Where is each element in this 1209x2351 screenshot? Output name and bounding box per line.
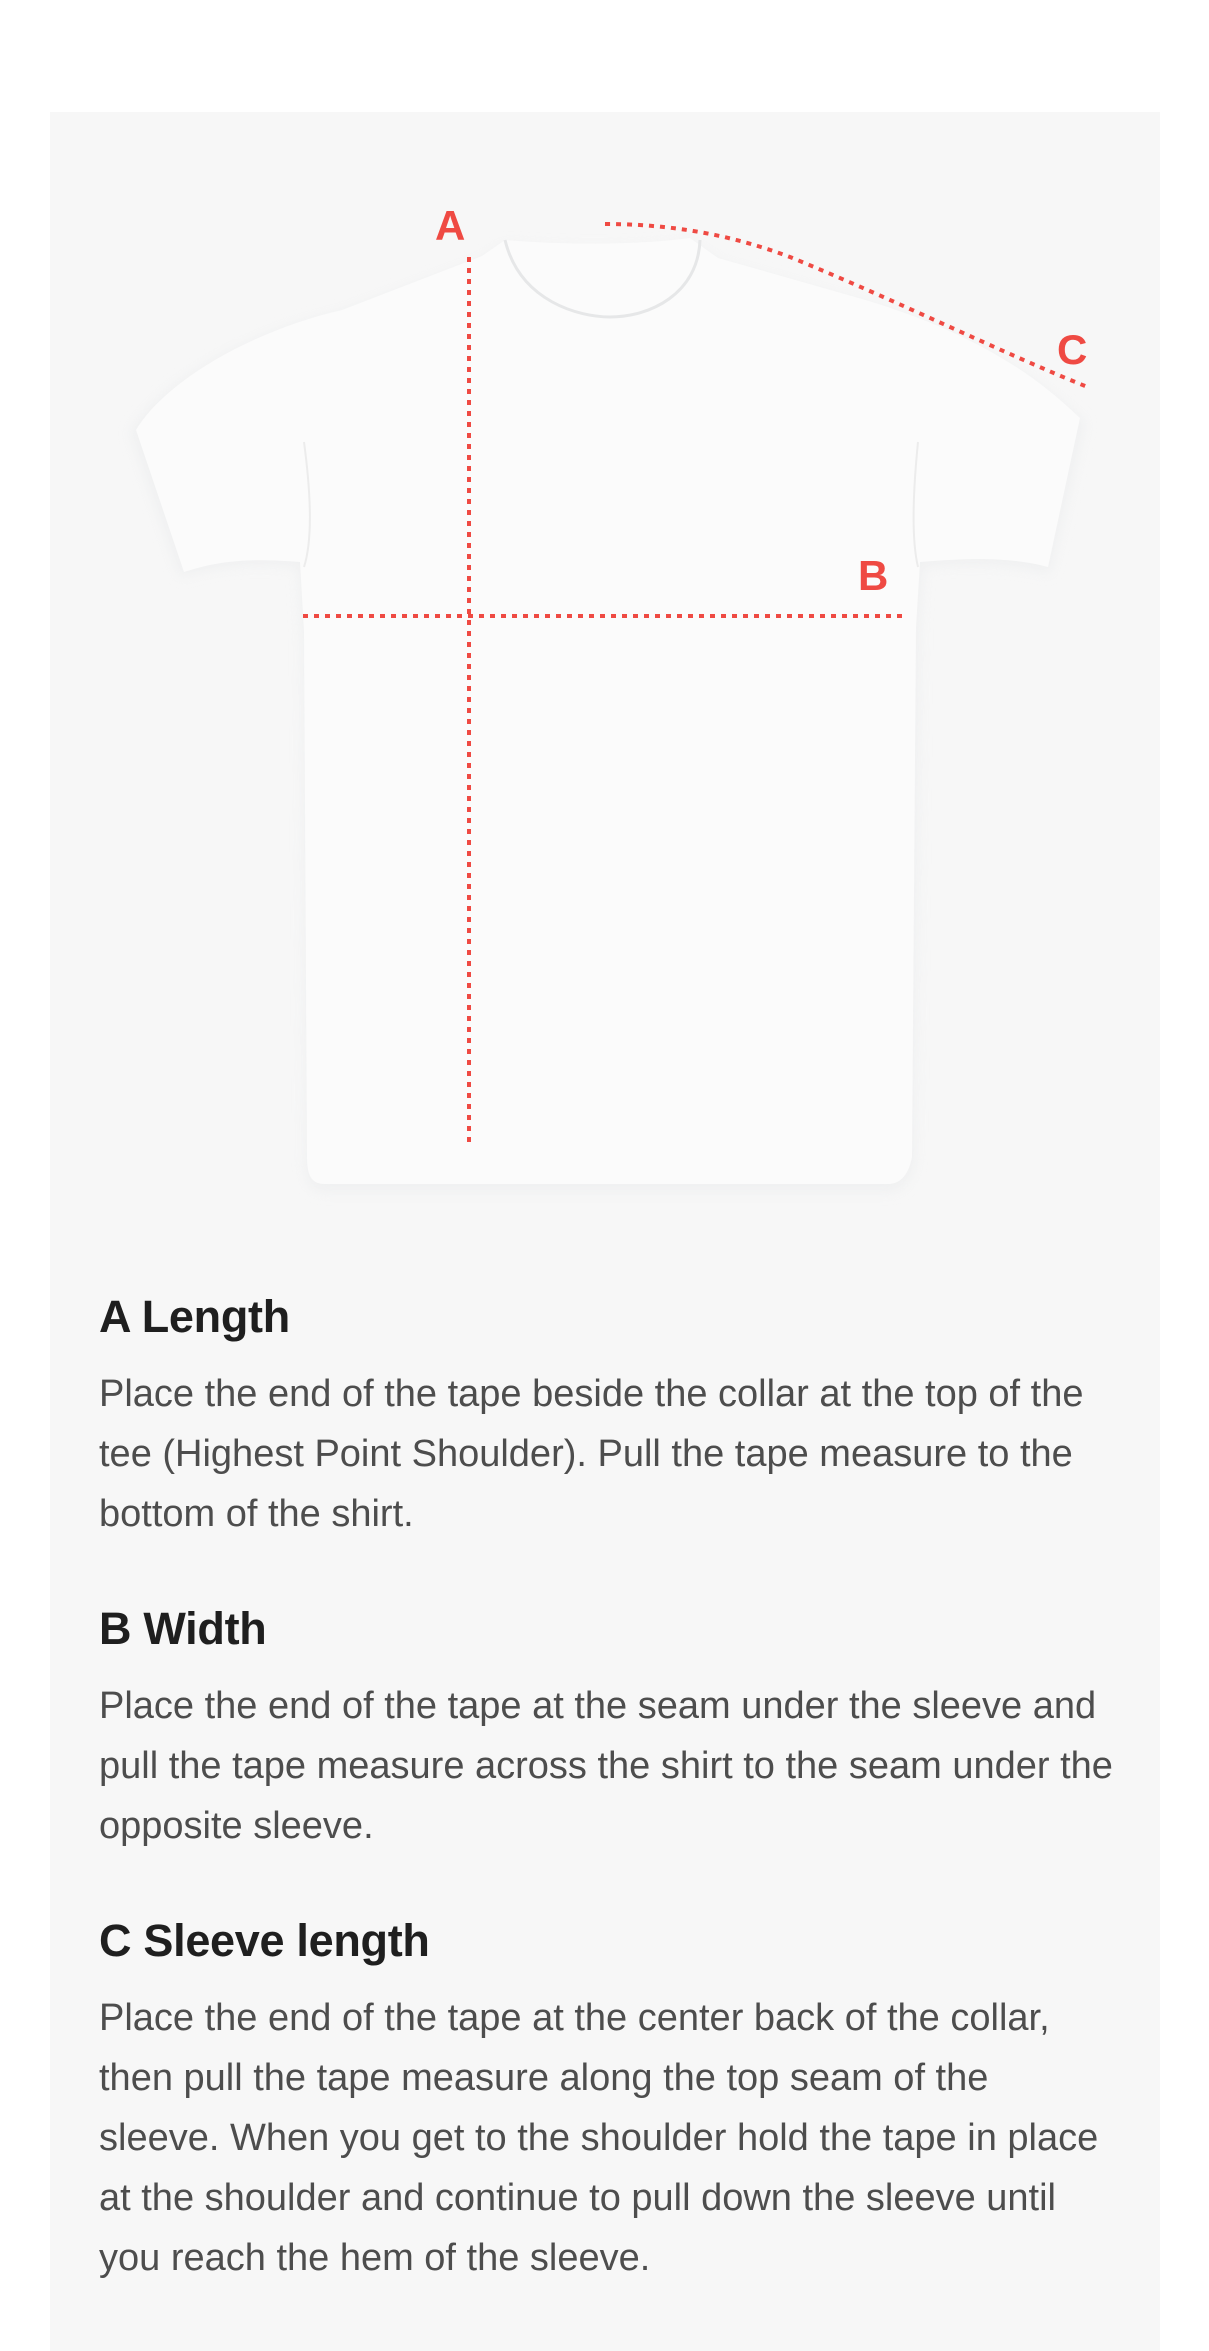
label-b: B bbox=[858, 552, 889, 599]
tshirt-icon bbox=[130, 238, 1088, 1192]
section-title-sleeve-length: C Sleeve length bbox=[99, 1915, 430, 1966]
tshirt-diagram-svg bbox=[50, 112, 1160, 1242]
label-a: A bbox=[435, 202, 466, 249]
section-sleeve-length bbox=[99, 1914, 1119, 2288]
section-width bbox=[99, 1602, 1119, 1856]
section-body-sleeve-length: Place the end of the tape at the center back of the collar, then pull the tape measure along the top seam of the sleeve. When you get to the shoulder hold the tape in place at the shoulder and continue to pull down the sleeve until you reach the hem of the sleeve. bbox=[99, 1997, 1099, 2279]
section-body-width: Place the end of the tape at the seam under the sleeve and pull the tape measure across the shirt to the seam under the opposite sleeve. bbox=[99, 1685, 1113, 1847]
section-length bbox=[99, 1290, 1119, 1544]
section-title-width: B Width bbox=[99, 1603, 267, 1654]
measurement-diagram bbox=[50, 112, 1160, 1242]
size-guide-card bbox=[50, 112, 1160, 2351]
section-body-length: Place the end of the tape beside the collar at the top of the tee (Highest Point Shoulder). Pull the tape measure to the bottom of the shirt. bbox=[99, 1373, 1084, 1535]
measurement-instructions bbox=[99, 1290, 1119, 2346]
label-c: C bbox=[1057, 326, 1088, 373]
section-title-length: A Length bbox=[99, 1291, 290, 1342]
